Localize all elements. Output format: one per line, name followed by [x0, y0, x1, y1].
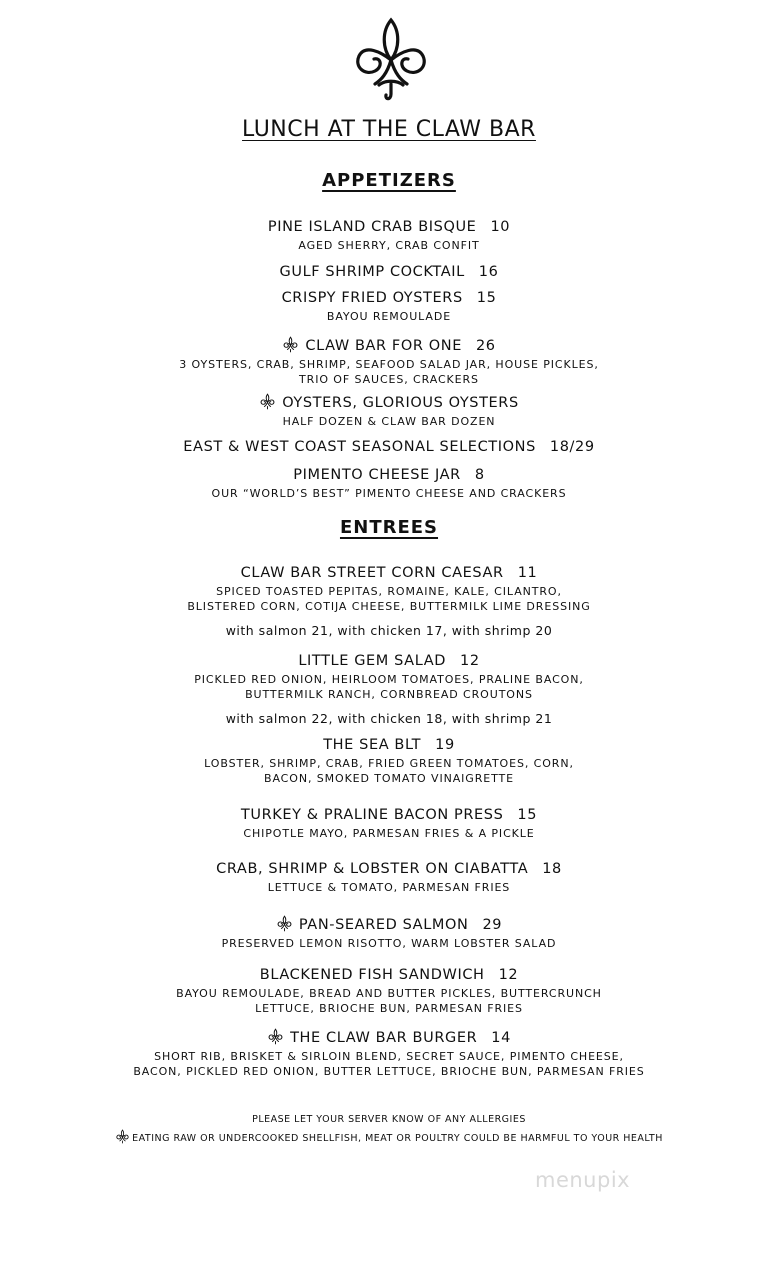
- menu-item-price: 26: [475, 338, 496, 354]
- menu-item-description: BAYOU REMOULADE, BREAD AND BUTTER PICKLES, BUTTERCRUNCH: [176, 987, 602, 1000]
- menu-item: [0, 438, 768, 456]
- fleur-de-lis-icon: [276, 915, 293, 932]
- menu-item-description: BUTTERMILK RANCH, CORNBREAD CROUTONS: [245, 688, 533, 701]
- menu-item-name-line: [0, 393, 768, 412]
- menu-item-name-line: [0, 218, 768, 236]
- menu-item-name: OYSTERS, GLORIOUS OYSTERS: [282, 395, 519, 411]
- menu-item-price: 19: [435, 737, 455, 753]
- menu-item-description: 3 OYSTERS, CRAB, SHRIMP, SEAFOOD SALAD JAR, HOUSE PICKLES,: [179, 358, 599, 371]
- menu-item: [0, 218, 768, 253]
- menu-item-name-line: [0, 1028, 768, 1047]
- fleur-de-lis-icon: [267, 1028, 284, 1045]
- menu-item-description: CHIPOTLE MAYO, PARMESAN FRIES & A PICKLE: [243, 827, 535, 840]
- menu-item-name: GULF SHRIMP COCKTAIL: [279, 264, 465, 280]
- menu-item-description: PICKLED RED ONION, HEIRLOOM TOMATOES, PRALINE BACON,: [194, 673, 584, 686]
- menu-title: LUNCH AT THE CLAW BAR: [242, 117, 536, 142]
- menu-item-description: BACON, SMOKED TOMATO VINAIGRETTE: [264, 772, 514, 785]
- menu-item-name: PIMENTO CHEESE JAR: [293, 467, 461, 483]
- menu-item-price: 10: [490, 219, 511, 235]
- menu-item-name-line: [0, 806, 768, 824]
- menu-item-price: 11: [517, 565, 538, 581]
- fleur-de-lis-icon: [351, 14, 431, 102]
- menu-item: [0, 289, 768, 324]
- menu-item-description: OUR “WORLD’S BEST” PIMENTO CHEESE AND CRACKERS: [211, 487, 567, 500]
- menu-item-description: LETTUCE, BRIOCHE BUN, PARMESAN FRIES: [255, 1002, 523, 1015]
- menu-item-name: CLAW BAR STREET CORN CAESAR: [240, 565, 504, 581]
- menu-item-name-line: [0, 652, 768, 670]
- menu-item-price: 15: [517, 807, 538, 823]
- menu-item: [0, 860, 768, 895]
- allergy-note: PLEASE LET YOUR SERVER KNOW OF ANY ALLERGIES: [252, 1114, 526, 1125]
- menu-item: [0, 652, 768, 727]
- menu-item-description: LETTUCE & TOMATO, PARMESAN FRIES: [267, 881, 511, 894]
- menu-item-name-line: [0, 289, 768, 307]
- menu-item-name: LITTLE GEM SALAD: [298, 653, 446, 669]
- menu-item-addon: with salmon 21, with chicken 17, with shrimp 20: [225, 623, 553, 638]
- menu-item-description: BACON, PICKLED RED ONION, BUTTER LETTUCE, BRIOCHE BUN, PARMESAN FRIES: [133, 1065, 645, 1078]
- menu-item-description: PRESERVED LEMON RISOTTO, WARM LOBSTER SALAD: [221, 937, 557, 950]
- menu-item-name: TURKEY & PRALINE BACON PRESS: [240, 807, 504, 823]
- menu-item-price: 15: [476, 290, 497, 306]
- menu-item-name-line: [0, 860, 768, 878]
- menu-item-description: SHORT RIB, BRISKET & SIRLOIN BLEND, SECRET SAUCE, PIMENTO CHEESE,: [154, 1050, 624, 1063]
- raw-food-warning: [0, 1129, 768, 1147]
- fleur-de-lis-icon: [259, 393, 276, 410]
- menu-item-name-line: [0, 736, 768, 754]
- fleur-de-lis-icon: [115, 1129, 130, 1144]
- menu-item-price: 8: [474, 467, 485, 483]
- menu-item-description: BLISTERED CORN, COTIJA CHEESE, BUTTERMILK LIME DRESSING: [187, 600, 591, 613]
- menu-item-description: HALF DOZEN & CLAW BAR DOZEN: [282, 415, 496, 428]
- menu-item: [0, 915, 768, 951]
- watermark: menupix: [535, 1168, 631, 1192]
- menu-item-name-line: [0, 466, 768, 484]
- raw-food-warning-text: EATING RAW OR UNDERCOOKED SHELLFISH, MEAT OR POULTRY COULD BE HARMFUL TO YOUR HEALTH: [132, 1133, 663, 1144]
- menu-item-price: 29: [482, 917, 503, 933]
- menu-item-price: 12: [498, 967, 519, 983]
- menu-item-price: 16: [478, 264, 499, 280]
- menu-item: [0, 466, 768, 501]
- menu-item: [0, 564, 768, 639]
- menu-item-name-line: [0, 915, 768, 934]
- entrees-heading: ENTREES: [339, 517, 439, 538]
- menu-item-price: 14: [491, 1030, 511, 1046]
- menu-item-name: PINE ISLAND CRAB BISQUE: [267, 219, 477, 235]
- menu-item: [0, 393, 768, 429]
- menu-item-name: EAST & WEST COAST SEASONAL SELECTIONS: [183, 439, 536, 455]
- menu-item-name: CLAW BAR FOR ONE: [305, 338, 462, 354]
- menu-item-name: THE SEA BLT: [323, 737, 422, 753]
- menu-item-addon: with salmon 22, with chicken 18, with shrimp 21: [225, 711, 553, 726]
- appetizers-heading: APPETIZERS: [322, 170, 456, 191]
- menu-item-price: 18/29: [549, 439, 595, 455]
- menu-item: [0, 336, 768, 387]
- menu-item-name-line: [0, 263, 768, 281]
- menu-item-name: CRISPY FRIED OYSTERS: [281, 290, 463, 306]
- menu-item-description: AGED SHERRY, CRAB CONFIT: [298, 239, 480, 252]
- menu-item-price: 12: [460, 653, 480, 669]
- menu-item-name-line: [0, 966, 768, 984]
- menu-item-description: SPICED TOASTED PEPITAS, ROMAINE, KALE, CILANTRO,: [216, 585, 562, 598]
- fleur-de-lis-icon: [282, 336, 299, 353]
- menu-item-description: BAYOU REMOULADE: [326, 310, 452, 323]
- menu-item-price: 18: [542, 861, 562, 877]
- menu-item-name-line: [0, 336, 768, 355]
- menu-item-name-line: [0, 438, 768, 456]
- menu-item: [0, 263, 768, 281]
- menu-item-name: THE CLAW BAR BURGER: [290, 1030, 478, 1046]
- menu-item-name-line: [0, 564, 768, 582]
- menu-item: [0, 736, 768, 786]
- menu-item-description: LOBSTER, SHRIMP, CRAB, FRIED GREEN TOMATOES, CORN,: [204, 757, 574, 770]
- menu-item: [0, 966, 768, 1016]
- menu-item: [0, 806, 768, 841]
- menu-item-name: PAN-SEARED SALMON: [298, 917, 469, 933]
- menu-item: [0, 1028, 768, 1079]
- menu-item-description: TRIO OF SAUCES, CRACKERS: [299, 373, 479, 386]
- menu-item-name: BLACKENED FISH SANDWICH: [259, 967, 485, 983]
- menu-item-name: CRAB, SHRIMP & LOBSTER ON CIABATTA: [216, 861, 529, 877]
